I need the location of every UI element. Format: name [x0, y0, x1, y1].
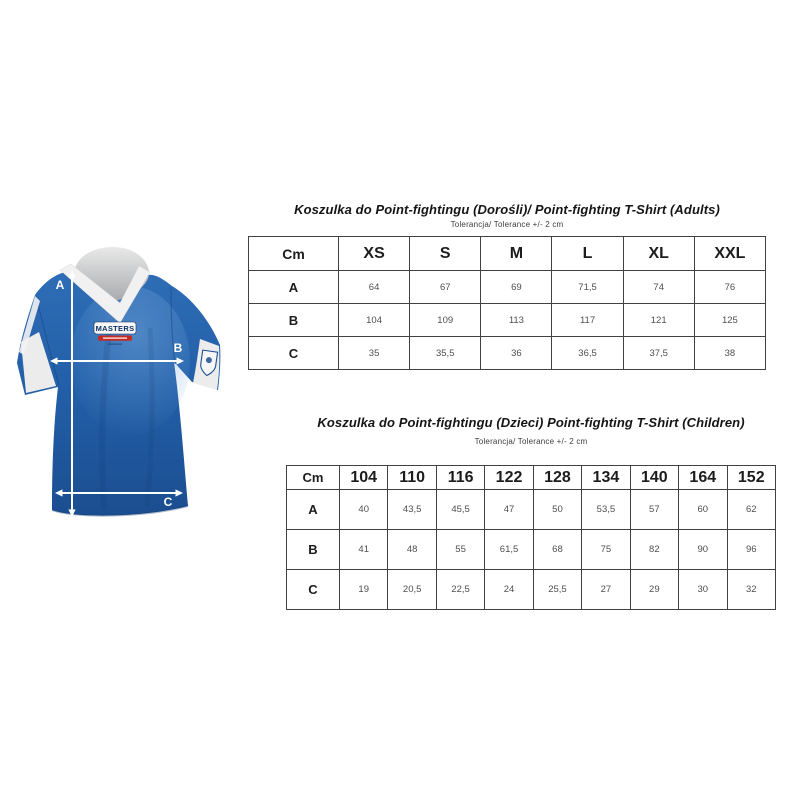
row-label: A: [287, 490, 340, 530]
size-value: 47: [485, 490, 533, 530]
size-value: 35,5: [410, 337, 481, 370]
size-value: 40: [340, 490, 388, 530]
table-row: [249, 271, 766, 304]
column-header: Cm: [249, 237, 339, 271]
row-label: B: [249, 304, 339, 337]
table-header-row: [287, 466, 776, 490]
column-header: L: [552, 237, 623, 271]
measure-label-c: C: [163, 495, 173, 509]
table-row: [249, 337, 766, 370]
table-row: [287, 530, 776, 570]
size-value: 57: [630, 490, 678, 530]
adults-tolerance-note: Tolerancja/ Tolerance +/- 2 cm: [450, 220, 564, 229]
column-header: 116: [436, 466, 484, 490]
column-header: 134: [582, 466, 630, 490]
size-value: 20,5: [388, 570, 436, 610]
size-value: 76: [694, 271, 765, 304]
size-value: 60: [679, 490, 727, 530]
size-value: 50: [533, 490, 581, 530]
row-label: C: [249, 337, 339, 370]
tshirt-graphic: [12, 246, 238, 548]
size-value: 117: [552, 304, 623, 337]
adults-table-title: Koszulka do Point-fightingu (Dorośli)/ Point-fighting T-Shirt (Adults): [294, 202, 720, 217]
column-header: 140: [630, 466, 678, 490]
column-header: XS: [339, 237, 410, 271]
children-tolerance-note: Tolerancja/ Tolerance +/- 2 cm: [474, 437, 588, 446]
size-value: 29: [630, 570, 678, 610]
size-value: 53,5: [582, 490, 630, 530]
size-value: 121: [623, 304, 694, 337]
size-value: 38: [694, 337, 765, 370]
size-value: 75: [582, 530, 630, 570]
size-value: 55: [436, 530, 484, 570]
adults-size-table: [248, 236, 766, 370]
size-value: 61,5: [485, 530, 533, 570]
row-label: A: [249, 271, 339, 304]
size-value: 113: [481, 304, 552, 337]
size-value: 48: [388, 530, 436, 570]
size-value: 32: [727, 570, 776, 610]
table-row: [287, 570, 776, 610]
size-value: 64: [339, 271, 410, 304]
children-table-title: Koszulka do Point-fightingu (Dzieci) Point-fighting T-Shirt (Children): [317, 415, 745, 430]
column-header: M: [481, 237, 552, 271]
size-value: 43,5: [388, 490, 436, 530]
size-value: 68: [533, 530, 581, 570]
size-value: 82: [630, 530, 678, 570]
size-value: 25,5: [533, 570, 581, 610]
size-value: 69: [481, 271, 552, 304]
column-header: 152: [727, 466, 776, 490]
size-value: 45,5: [436, 490, 484, 530]
size-value: 30: [679, 570, 727, 610]
size-value: 41: [340, 530, 388, 570]
size-value: 125: [694, 304, 765, 337]
size-value: 109: [410, 304, 481, 337]
column-header: XXL: [694, 237, 765, 271]
size-value: 67: [410, 271, 481, 304]
size-value: 71,5: [552, 271, 623, 304]
row-label: B: [287, 530, 340, 570]
size-value: 36,5: [552, 337, 623, 370]
column-header: 122: [485, 466, 533, 490]
size-value: 27: [582, 570, 630, 610]
size-value: 22,5: [436, 570, 484, 610]
children-size-table: [286, 465, 776, 610]
size-value: 24: [485, 570, 533, 610]
product-photo-tshirt: [12, 246, 238, 548]
table-row: [249, 304, 766, 337]
size-value: 36: [481, 337, 552, 370]
row-label: C: [287, 570, 340, 610]
size-value: 35: [339, 337, 410, 370]
size-value: 74: [623, 271, 694, 304]
size-value: 90: [679, 530, 727, 570]
measure-label-b: B: [173, 341, 183, 355]
size-value: 19: [340, 570, 388, 610]
column-header: 110: [388, 466, 436, 490]
size-value: 62: [727, 490, 776, 530]
size-value: 37,5: [623, 337, 694, 370]
column-header: XL: [623, 237, 694, 271]
column-header: 128: [533, 466, 581, 490]
table-row: [287, 490, 776, 530]
size-value: 96: [727, 530, 776, 570]
masters-logo-text: MASTERS: [95, 324, 135, 333]
table-header-row: [249, 237, 766, 271]
measure-label-a: A: [55, 278, 65, 292]
size-value: 104: [339, 304, 410, 337]
column-header: 164: [679, 466, 727, 490]
column-header: S: [410, 237, 481, 271]
column-header: Cm: [287, 466, 340, 490]
column-header: 104: [340, 466, 388, 490]
